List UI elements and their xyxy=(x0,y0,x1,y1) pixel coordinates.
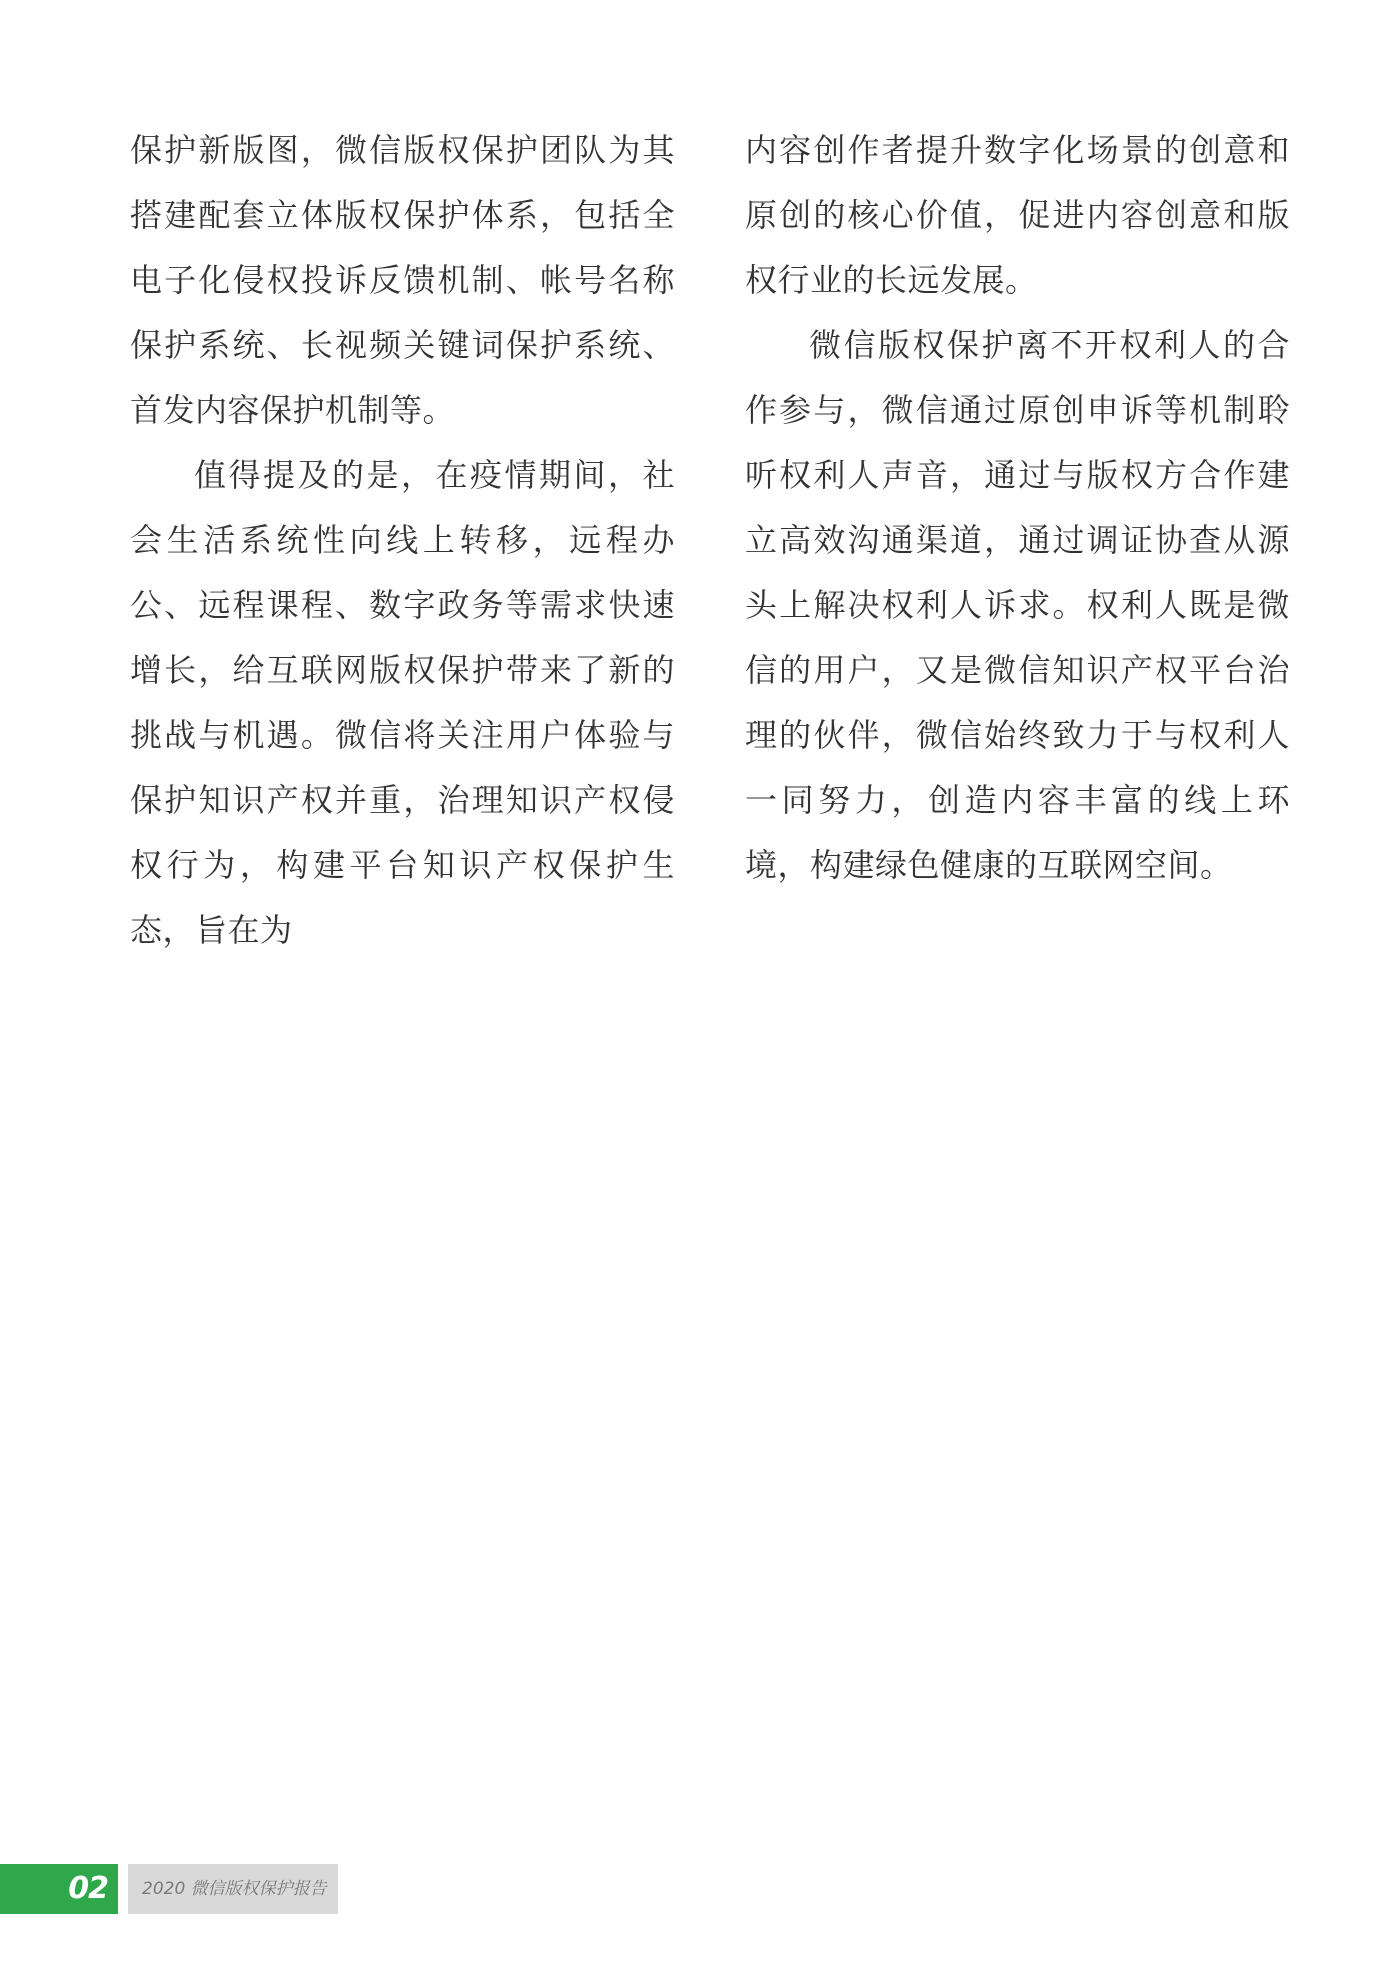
page-footer xyxy=(0,1864,338,1914)
body-paragraph: 微信版权保护离不开权利人的合作参与，微信通过原创申诉等机制聆听权利人声音，通过与版权方合作建立高效沟通渠道，通过调证协查从源头上解决权利人诉求。权利人既是微信的用户，又是微信知识产权平台治理的伙伴，微信始终致力于与权利人一同努力，创造内容丰富的线上环境，构建绿色健康的互联网空间。 xyxy=(745,326,1290,884)
body-paragraph: 值得提及的是，在疫情期间，社会生活系统性向线上转移，远程办公、远程课程、数字政务等需求快速增长，给互联网版权保护带来了新的挑战与机遇。微信将关注用户体验与保护知识产权并重，治理知识产权侵权行为，构建平台知识产权保护生态，旨在为 xyxy=(130,456,675,949)
body-paragraph: 内容创作者提升数字化场景的创意和原创的核心价值，促进内容创意和版权行业的长远发展。 xyxy=(745,131,1290,299)
body-paragraph: 保护新版图，微信版权保护团队为其搭建配套立体版权保护体系，包括全电子化侵权投诉反馈机制、帐号名称保护系统、长视频关键词保护系统、首发内容保护机制等。 xyxy=(130,131,675,429)
page-number: 02 xyxy=(0,1864,118,1914)
right-column xyxy=(745,118,1290,898)
report-title: 2020 微信版权保护报告 xyxy=(128,1864,338,1914)
left-column xyxy=(130,118,675,963)
